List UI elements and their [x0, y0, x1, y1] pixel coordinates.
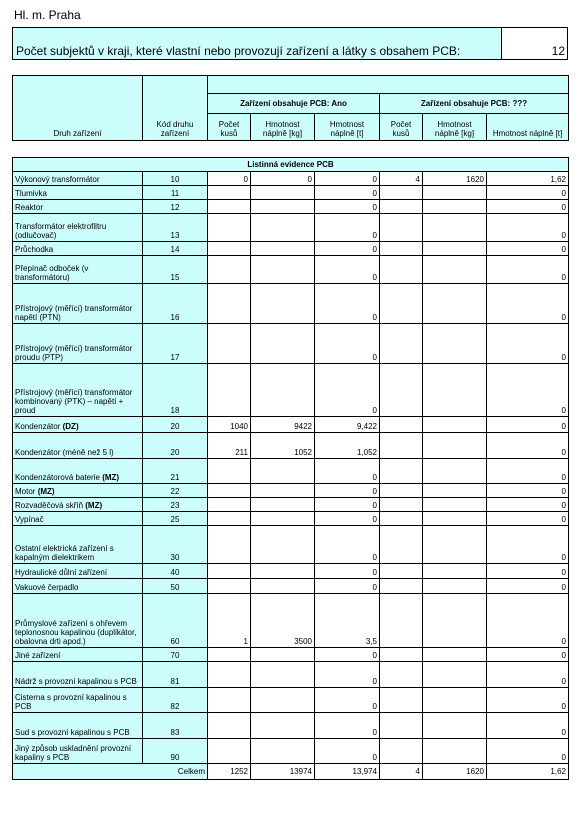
device-type-cell — [13, 688, 143, 713]
mass-kg-unknown-cell — [423, 186, 487, 200]
mass-kg-unknown-cell — [423, 364, 487, 417]
table-row — [13, 242, 569, 256]
mass-kg-yes-cell — [251, 364, 315, 417]
count-yes-cell — [208, 739, 251, 764]
table-row — [13, 324, 569, 364]
device-type-label: Ostatní elektrická zařízení s kapalným dielektrikem — [15, 544, 114, 562]
device-type-cell — [13, 713, 143, 739]
total-mass-t-unknown: 1,62 — [487, 764, 569, 780]
mass-t-unknown-cell: 0 — [487, 648, 569, 662]
device-type-label: Kondenzátor (méně než 5 l) — [15, 448, 114, 457]
mass-t-unknown-cell: 0 — [487, 214, 569, 242]
table-row — [13, 459, 569, 484]
count-yes-cell — [208, 512, 251, 526]
device-type-marker: (MZ) — [85, 501, 103, 510]
mass-kg-unknown-cell — [423, 526, 487, 564]
mass-kg-unknown-cell — [423, 739, 487, 764]
count-yes-cell: 1040 — [208, 417, 251, 433]
table-row — [13, 739, 569, 764]
device-code-cell: 16 — [143, 284, 208, 324]
mass-t-unknown-cell: 0 — [487, 713, 569, 739]
count-yes-cell — [208, 484, 251, 498]
count-yes-cell — [208, 364, 251, 417]
mass-kg-unknown-cell — [423, 417, 487, 433]
count-unknown-cell — [380, 662, 423, 688]
device-type-label: Hydraulické důlní zařízení — [15, 568, 108, 577]
device-code-cell: 23 — [143, 498, 208, 512]
mass-kg-yes-cell — [251, 564, 315, 579]
device-type-cell — [13, 284, 143, 324]
mass-kg-unknown-cell — [423, 512, 487, 526]
device-type-label: Sud s provozní kapalinou s PCB — [15, 728, 130, 737]
pcb-register-table — [12, 157, 569, 780]
group-header-pcb-unknown: Zařízení obsahuje PCB: ??? — [380, 94, 569, 114]
mass-t-yes-cell: 0 — [315, 579, 380, 594]
count-yes-cell — [208, 526, 251, 564]
device-code-cell: 11 — [143, 186, 208, 200]
mass-kg-yes-cell — [251, 186, 315, 200]
count-unknown-cell — [380, 324, 423, 364]
device-type-label: Cisterna s provozní kapalinou s PCB — [15, 693, 127, 711]
table-row — [13, 579, 569, 594]
mass-t-yes-cell: 0 — [315, 214, 380, 242]
total-count-unknown: 4 — [380, 764, 423, 780]
table-header — [12, 75, 569, 141]
mass-t-yes-cell: 0 — [315, 364, 380, 417]
count-unknown-cell — [380, 417, 423, 433]
table-row — [13, 648, 569, 662]
mass-kg-yes-cell — [251, 662, 315, 688]
mass-t-yes-cell: 0 — [315, 713, 380, 739]
count-unknown-cell — [380, 256, 423, 284]
mass-kg-yes-cell — [251, 324, 315, 364]
device-code-cell: 13 — [143, 214, 208, 242]
mass-t-unknown-cell: 0 — [487, 284, 569, 324]
mass-kg-yes-cell — [251, 498, 315, 512]
table-row — [13, 172, 569, 186]
count-yes-cell — [208, 459, 251, 484]
subjects-count-value: 12 — [551, 44, 565, 58]
mass-kg-yes-cell — [251, 242, 315, 256]
count-yes-cell: 0 — [208, 172, 251, 186]
mass-t-yes-cell: 0 — [315, 648, 380, 662]
mass-kg-unknown-cell — [423, 484, 487, 498]
mass-kg-yes-cell — [251, 713, 315, 739]
mass-t-unknown-cell: 0 — [487, 200, 569, 214]
total-count-yes: 1252 — [208, 764, 251, 780]
mass-kg-yes-cell: 3500 — [251, 594, 315, 648]
device-type-marker: (MZ) — [102, 473, 120, 482]
subjects-count-label: Počet subjektů v kraji, které vlastní nebo provozují zařízení a látky s obsahem PCB: — [16, 44, 461, 58]
mass-kg-unknown-cell — [423, 242, 487, 256]
device-type-cell — [13, 256, 143, 284]
device-code-cell: 83 — [143, 713, 208, 739]
count-yes-cell — [208, 284, 251, 324]
mass-t-unknown-cell: 0 — [487, 594, 569, 648]
count-yes-cell — [208, 242, 251, 256]
col-header-mass-t: Hmotnost náplně [t] — [315, 114, 380, 141]
mass-t-yes-cell: 0 — [315, 484, 380, 498]
col-header-code: Kód druhu zařízení — [143, 76, 208, 141]
device-code-cell: 40 — [143, 564, 208, 579]
mass-t-yes-cell: 0 — [315, 200, 380, 214]
device-type-label: Jiné zařízení — [15, 651, 61, 660]
mass-kg-yes-cell: 9422 — [251, 417, 315, 433]
mass-t-unknown-cell: 0 — [487, 662, 569, 688]
device-type-label: Jiný způsob uskladnění provozní kapaliny s PCB — [15, 744, 132, 762]
mass-kg-unknown-cell — [423, 200, 487, 214]
device-type-cell — [13, 594, 143, 648]
count-yes-cell — [208, 200, 251, 214]
mass-t-unknown-cell: 0 — [487, 484, 569, 498]
device-code-cell: 14 — [143, 242, 208, 256]
total-label: Celkem — [143, 764, 208, 780]
col-header-count: Počet kusů — [208, 114, 251, 141]
device-type-label: Reaktor — [15, 203, 44, 212]
mass-kg-yes-cell: 1052 — [251, 433, 315, 459]
mass-kg-yes-cell — [251, 688, 315, 713]
table-row — [13, 662, 569, 688]
table-row — [13, 526, 569, 564]
mass-t-yes-cell: 9,422 — [315, 417, 380, 433]
mass-t-unknown-cell: 0 — [487, 688, 569, 713]
device-code-cell: 82 — [143, 688, 208, 713]
table-row — [13, 200, 569, 214]
mass-t-unknown-cell: 0 — [487, 364, 569, 417]
device-type-cell — [13, 417, 143, 433]
total-mass-kg-unknown: 1620 — [423, 764, 487, 780]
mass-kg-yes-cell — [251, 579, 315, 594]
device-code-cell: 30 — [143, 526, 208, 564]
device-type-cell — [13, 364, 143, 417]
device-code-cell: 10 — [143, 172, 208, 186]
device-type-cell — [13, 214, 143, 242]
device-type-cell — [13, 498, 143, 512]
table-row — [13, 364, 569, 417]
mass-t-yes-cell: 0 — [315, 739, 380, 764]
mass-kg-yes-cell — [251, 214, 315, 242]
mass-kg-unknown-cell — [423, 284, 487, 324]
count-yes-cell — [208, 324, 251, 364]
mass-kg-unknown-cell — [423, 433, 487, 459]
device-code-cell: 70 — [143, 648, 208, 662]
mass-kg-unknown-cell — [423, 324, 487, 364]
count-yes-cell — [208, 579, 251, 594]
mass-kg-unknown-cell — [423, 648, 487, 662]
device-type-label: Vakuové čerpadlo — [15, 583, 79, 592]
col-header-count: Počet kusů — [380, 114, 423, 141]
count-unknown-cell — [380, 200, 423, 214]
mass-t-unknown-cell: 1,62 — [487, 172, 569, 186]
table-row — [13, 484, 569, 498]
mass-t-yes-cell: 0 — [315, 172, 380, 186]
mass-kg-yes-cell — [251, 648, 315, 662]
mass-kg-unknown-cell — [423, 459, 487, 484]
count-yes-cell — [208, 186, 251, 200]
mass-t-yes-cell: 0 — [315, 284, 380, 324]
table-row — [13, 433, 569, 459]
mass-t-unknown-cell: 0 — [487, 186, 569, 200]
col-header-mass-kg: Hmotnost náplně [kg] — [423, 114, 487, 141]
mass-t-unknown-cell: 0 — [487, 256, 569, 284]
device-type-cell — [13, 324, 143, 364]
mass-t-unknown-cell: 0 — [487, 433, 569, 459]
subjects-summary — [12, 27, 568, 60]
mass-t-unknown-cell: 0 — [487, 512, 569, 526]
mass-t-unknown-cell: 0 — [487, 526, 569, 564]
mass-kg-yes-cell — [251, 459, 315, 484]
mass-t-unknown-cell: 0 — [487, 324, 569, 364]
count-unknown-cell — [380, 739, 423, 764]
mass-kg-unknown-cell: 1620 — [423, 172, 487, 186]
device-code-cell: 17 — [143, 324, 208, 364]
device-type-cell — [13, 172, 143, 186]
device-type-label: Motor — [15, 487, 36, 496]
device-type-label: Přepínač odboček (v transformátoru) — [15, 264, 89, 282]
mass-kg-unknown-cell — [423, 564, 487, 579]
device-type-label: Přístrojový (měřící) transformátor proudu (PTP) — [15, 344, 133, 362]
section-title: Listinná evidence PCB — [13, 158, 569, 172]
device-type-cell — [13, 186, 143, 200]
device-code-cell: 50 — [143, 579, 208, 594]
mass-t-unknown-cell: 0 — [487, 739, 569, 764]
device-code-cell: 12 — [143, 200, 208, 214]
mass-kg-unknown-cell — [423, 662, 487, 688]
device-code-cell: 18 — [143, 364, 208, 417]
count-unknown-cell — [380, 364, 423, 417]
count-unknown-cell — [380, 579, 423, 594]
device-type-label: Tlumivka — [15, 189, 48, 198]
col-header-type: Druh zařízení — [13, 76, 143, 141]
count-unknown-cell: 4 — [380, 172, 423, 186]
total-mass-t-yes: 13,974 — [315, 764, 380, 780]
device-type-marker: (DZ) — [62, 422, 79, 431]
count-yes-cell — [208, 688, 251, 713]
count-unknown-cell — [380, 459, 423, 484]
device-code-cell: 21 — [143, 459, 208, 484]
mass-t-unknown-cell: 0 — [487, 579, 569, 594]
device-code-cell: 20 — [143, 433, 208, 459]
total-mass-kg-yes: 13974 — [251, 764, 315, 780]
device-type-label: Kondenzátor — [15, 422, 61, 431]
device-type-cell — [13, 648, 143, 662]
mass-t-yes-cell: 0 — [315, 242, 380, 256]
mass-t-yes-cell: 0 — [315, 662, 380, 688]
device-type-cell — [13, 579, 143, 594]
device-type-cell — [13, 242, 143, 256]
table-row — [13, 284, 569, 324]
count-unknown-cell — [380, 713, 423, 739]
table-row — [13, 688, 569, 713]
col-header-mass-t: Hmotnost náplně [t] — [487, 114, 569, 141]
count-yes-cell — [208, 662, 251, 688]
device-type-label: Nádrž s provozní kapalinou s PCB — [15, 677, 137, 686]
device-type-cell — [13, 564, 143, 579]
col-header-mass-kg: Hmotnost náplně [kg] — [251, 114, 315, 141]
device-type-label: Přístrojový (měřící) transformátor napětí (PTN) — [15, 304, 133, 322]
table-row — [13, 186, 569, 200]
mass-t-yes-cell: 0 — [315, 512, 380, 526]
count-unknown-cell — [380, 564, 423, 579]
device-type-label: Kondenzátorová baterie — [15, 473, 100, 482]
mass-t-yes-cell: 0 — [315, 186, 380, 200]
mass-t-yes-cell: 0 — [315, 498, 380, 512]
count-yes-cell — [208, 713, 251, 739]
device-code-cell: 20 — [143, 417, 208, 433]
device-code-cell: 15 — [143, 256, 208, 284]
device-code-cell: 81 — [143, 662, 208, 688]
table-row — [13, 256, 569, 284]
device-type-label: Průmyslové zařízení s ohřevem teplonosnou kapalinou (duplikátor, obalovna drti apod.) — [15, 619, 137, 646]
count-yes-cell: 1 — [208, 594, 251, 648]
mass-kg-yes-cell — [251, 484, 315, 498]
count-unknown-cell — [380, 186, 423, 200]
count-unknown-cell — [380, 214, 423, 242]
mass-kg-yes-cell: 0 — [251, 172, 315, 186]
count-unknown-cell — [380, 512, 423, 526]
count-yes-cell — [208, 214, 251, 242]
count-unknown-cell — [380, 498, 423, 512]
mass-t-yes-cell: 1,052 — [315, 433, 380, 459]
mass-kg-unknown-cell — [423, 688, 487, 713]
mass-kg-unknown-cell — [423, 498, 487, 512]
device-type-label: Rozvaděčová skříň — [15, 501, 84, 510]
device-type-cell — [13, 459, 143, 484]
mass-kg-yes-cell — [251, 284, 315, 324]
count-yes-cell — [208, 256, 251, 284]
mass-kg-yes-cell — [251, 200, 315, 214]
device-type-cell — [13, 200, 143, 214]
mass-t-yes-cell: 0 — [315, 324, 380, 364]
count-yes-cell — [208, 498, 251, 512]
count-unknown-cell — [380, 242, 423, 256]
count-unknown-cell — [380, 284, 423, 324]
mass-t-unknown-cell: 0 — [487, 242, 569, 256]
mass-kg-unknown-cell — [423, 214, 487, 242]
mass-t-yes-cell: 0 — [315, 526, 380, 564]
device-type-cell — [13, 662, 143, 688]
device-code-cell: 60 — [143, 594, 208, 648]
mass-kg-unknown-cell — [423, 713, 487, 739]
count-yes-cell: 211 — [208, 433, 251, 459]
mass-kg-yes-cell — [251, 256, 315, 284]
table-row — [13, 713, 569, 739]
total-row — [13, 764, 569, 780]
count-unknown-cell — [380, 688, 423, 713]
device-type-cell — [13, 526, 143, 564]
device-type-label: Vypínač — [15, 515, 44, 524]
device-code-cell: 25 — [143, 512, 208, 526]
count-unknown-cell — [380, 526, 423, 564]
table-row — [13, 564, 569, 579]
mass-t-unknown-cell: 0 — [487, 417, 569, 433]
mass-kg-yes-cell — [251, 739, 315, 764]
count-unknown-cell — [380, 594, 423, 648]
count-unknown-cell — [380, 484, 423, 498]
count-unknown-cell — [380, 433, 423, 459]
mass-t-yes-cell: 0 — [315, 459, 380, 484]
device-type-label: Průchodka — [15, 245, 54, 254]
device-type-label: Přístrojový (měřící) transformátor kombinovaný (PTK) – napětí + proud — [15, 388, 133, 415]
mass-kg-unknown-cell — [423, 579, 487, 594]
mass-kg-yes-cell — [251, 512, 315, 526]
mass-t-unknown-cell: 0 — [487, 564, 569, 579]
device-type-label: Výkonový transformátor — [15, 175, 100, 184]
device-type-cell — [13, 433, 143, 459]
count-yes-cell — [208, 648, 251, 662]
device-code-cell: 90 — [143, 739, 208, 764]
device-type-cell — [13, 484, 143, 498]
mass-t-unknown-cell: 0 — [487, 459, 569, 484]
table-row — [13, 498, 569, 512]
count-unknown-cell — [380, 648, 423, 662]
subjects-count-cell — [501, 28, 567, 59]
device-type-marker: (MZ) — [37, 487, 55, 496]
group-header-pcb-yes: Zařízení obsahuje PCB: Ano — [208, 94, 380, 114]
device-type-cell — [13, 512, 143, 526]
count-yes-cell — [208, 564, 251, 579]
device-type-cell — [13, 739, 143, 764]
table-row — [13, 512, 569, 526]
device-code-cell: 22 — [143, 484, 208, 498]
mass-t-yes-cell: 0 — [315, 256, 380, 284]
mass-kg-unknown-cell — [423, 594, 487, 648]
table-row — [13, 417, 569, 433]
mass-t-yes-cell: 0 — [315, 688, 380, 713]
table-row — [13, 214, 569, 242]
mass-t-yes-cell: 0 — [315, 564, 380, 579]
mass-kg-unknown-cell — [423, 256, 487, 284]
device-type-label: Transformátor elektrofiltru (odlučovač) — [15, 222, 107, 240]
region-title: Hl. m. Praha — [14, 8, 81, 22]
mass-kg-yes-cell — [251, 526, 315, 564]
mass-t-yes-cell: 3,5 — [315, 594, 380, 648]
table-row — [13, 594, 569, 648]
mass-t-unknown-cell: 0 — [487, 498, 569, 512]
